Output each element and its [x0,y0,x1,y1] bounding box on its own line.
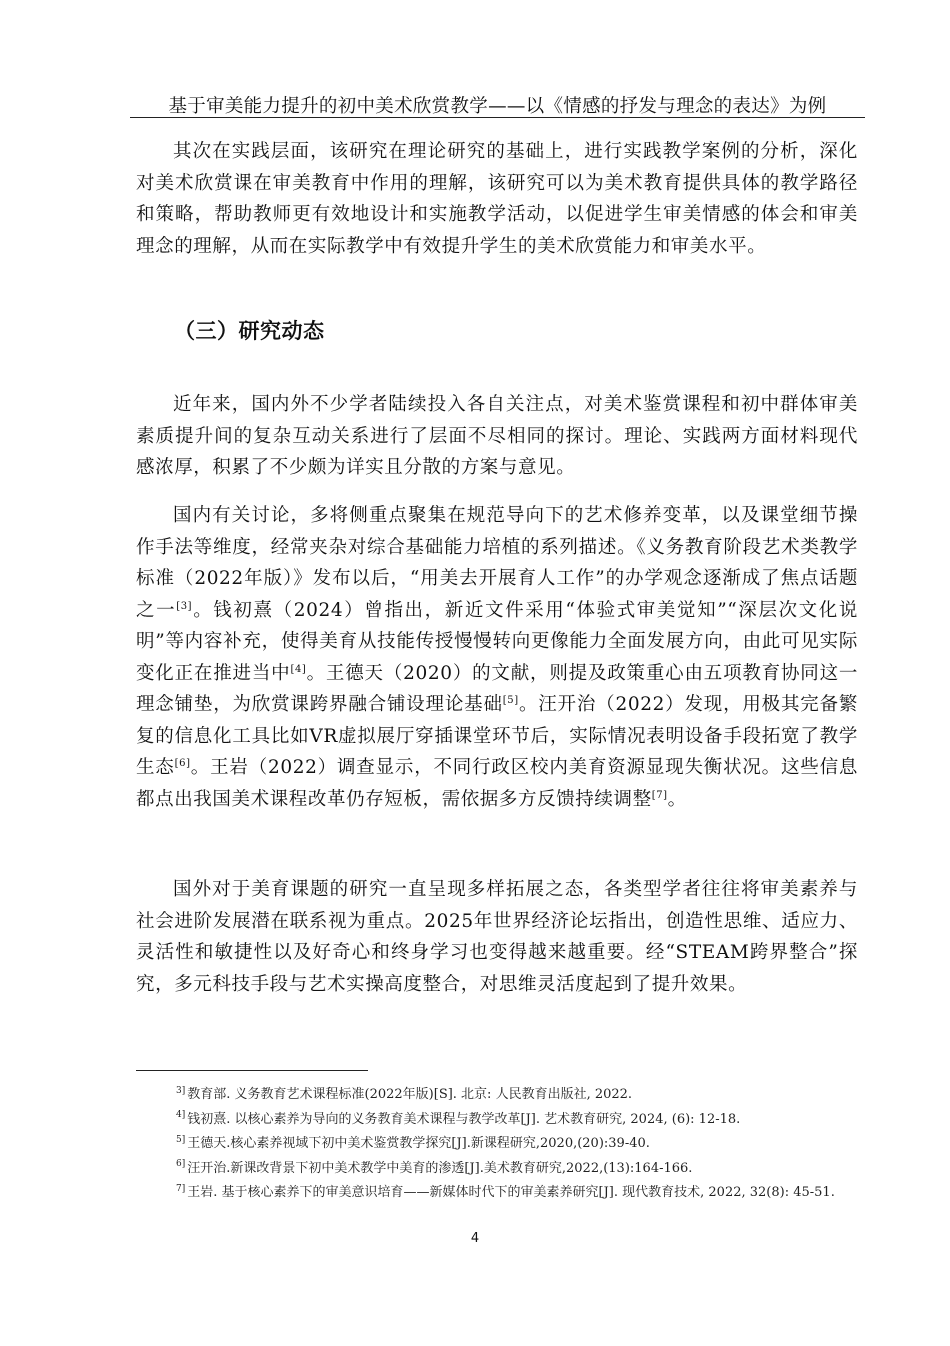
footnote [136,1132,856,1157]
header-divider [130,117,865,118]
footnote [136,1181,856,1206]
footnote [136,1157,856,1182]
running-header: 基于审美能力提升的初中美术欣赏教学——以《情感的抒发与理念的表达》为例 [168,96,827,117]
footnote-text: 王德天.核心素养视域下初中美术鉴赏教学探究[J].新课程研究,2020,(20):39-40. [187,1136,650,1151]
page-number: 4 [470,1231,480,1246]
footnote-number: 3] [176,1085,186,1096]
paragraph-2-text-6: 。 [667,788,687,810]
footnote-number: 6] [176,1159,186,1170]
section-heading: （三）研究动态 [174,318,325,343]
footnote-text: 钱初熹. 以核心素养为导向的义务教育美术课程与教学改革[J]. 艺术教育研究, 2024, (6): 12-18. [187,1111,741,1127]
footnote-text: 汪开治.新课改背景下初中美术教学中美育的渗透[J].美术教育研究,2022,(13):164-166. [187,1160,693,1176]
footnote [136,1108,856,1133]
citation-ref-3: [3] [176,600,193,612]
footnote-number: 7] [176,1183,186,1194]
intro-paragraph: 其次在实践层面，该研究在理论研究的基础上，进行实践教学案例的分析，深化对美术欣赏课在审美教育中作用的理解，该研究可以为美术教育提供具体的教学路径和策略，帮助教师更有效地设计和实施教学活动，以促进学生审美情感的体会和审美理念的理解，从而在实际教学中有效提升学生的美术欣赏能力和审美水平。 [136,141,858,257]
citation-ref-6: [6] [174,757,191,769]
paragraph-2-text-1: 国内有关讨论，多将侧重点聚集在规范导向下的艺术修养变革，以及课堂细节操作手法等维度，经常夹杂对综合基础能力培植的系列描述。《义务教育阶段艺术类教学标准（2022年版）》发布以后，“用美去开展育人工作”的办学观念逐渐成了焦点话题之一 [136,505,858,621]
footnote-text: 教育部. 义务教育艺术课程标准(2022年版)[S]. 北京: 人民教育出版社, 2022. [187,1087,633,1102]
paragraph-2-text-3: 。王德天（2020）的文献，则提及政策重心由五项教育协同这一理念铺垫，为欣赏课跨界融合铺设理论基础 [136,662,858,715]
research-paragraph-2 [136,500,858,815]
citation-ref-7: [7] [651,789,668,801]
footnotes [136,1083,856,1206]
research-paragraph-1: 近年来，国内外不少学者陆续投入各自关注点，对美术鉴赏课程和初中群体审美素质提升间的复杂互动关系进行了层面不尽相同的探讨。理论、实践两方面材料现代感浓厚，积累了不少颇为详实且分散的方案与意见。 [136,394,858,478]
research-paragraph-3: 国外对于美育课题的研究一直呈现多样拓展之态，各类型学者往往将审美素养与社会进阶发展潜在联系视为重点。2025年世界经济论坛指出，创造性思维、适应力、灵活性和敏捷性以及好奇心和终身学习也变得越来越重要。经“STEAM跨界整合”探究，多元科技手段与艺术实操高度整合，对思维灵活度起到了提升效果。 [136,879,858,995]
citation-ref-5: [5] [502,694,519,706]
paragraph-2-text-2: 。钱初熹（2024）曾指出，新近文件采用“体验式审美觉知”“深层次文化说明”等内容补充，使得美育从技能传授慢慢转向更像能力全面发展方向，由此可见实际变化正在推进当中 [136,599,858,684]
footnote-divider [136,1070,368,1071]
footnote-number: 4] [176,1110,186,1121]
paragraph-2-text-4: 。汪开治（2022）发现，用极其完备繁复的信息化工具比如VR虚拟展厅穿插课堂环节后，实际情况表明设备手段拓宽了教学生态 [136,694,858,778]
paragraph-2-text-5: 。王岩（2022）调查显示，不同行政区校内美育资源显现失衡状况。这些信息都点出我国美术课程改革仍存短板，需依据多方反馈持续调整 [136,757,858,810]
footnote [136,1083,856,1108]
footnote-text: 王岩. 基于核心素养下的审美意识培育——新媒体时代下的审美素养研究[J]. 现代教育技术, 2022, 32(8): 45-51. [187,1185,835,1200]
footnote-number: 5] [176,1134,186,1145]
citation-ref-4: [4] [290,663,307,675]
